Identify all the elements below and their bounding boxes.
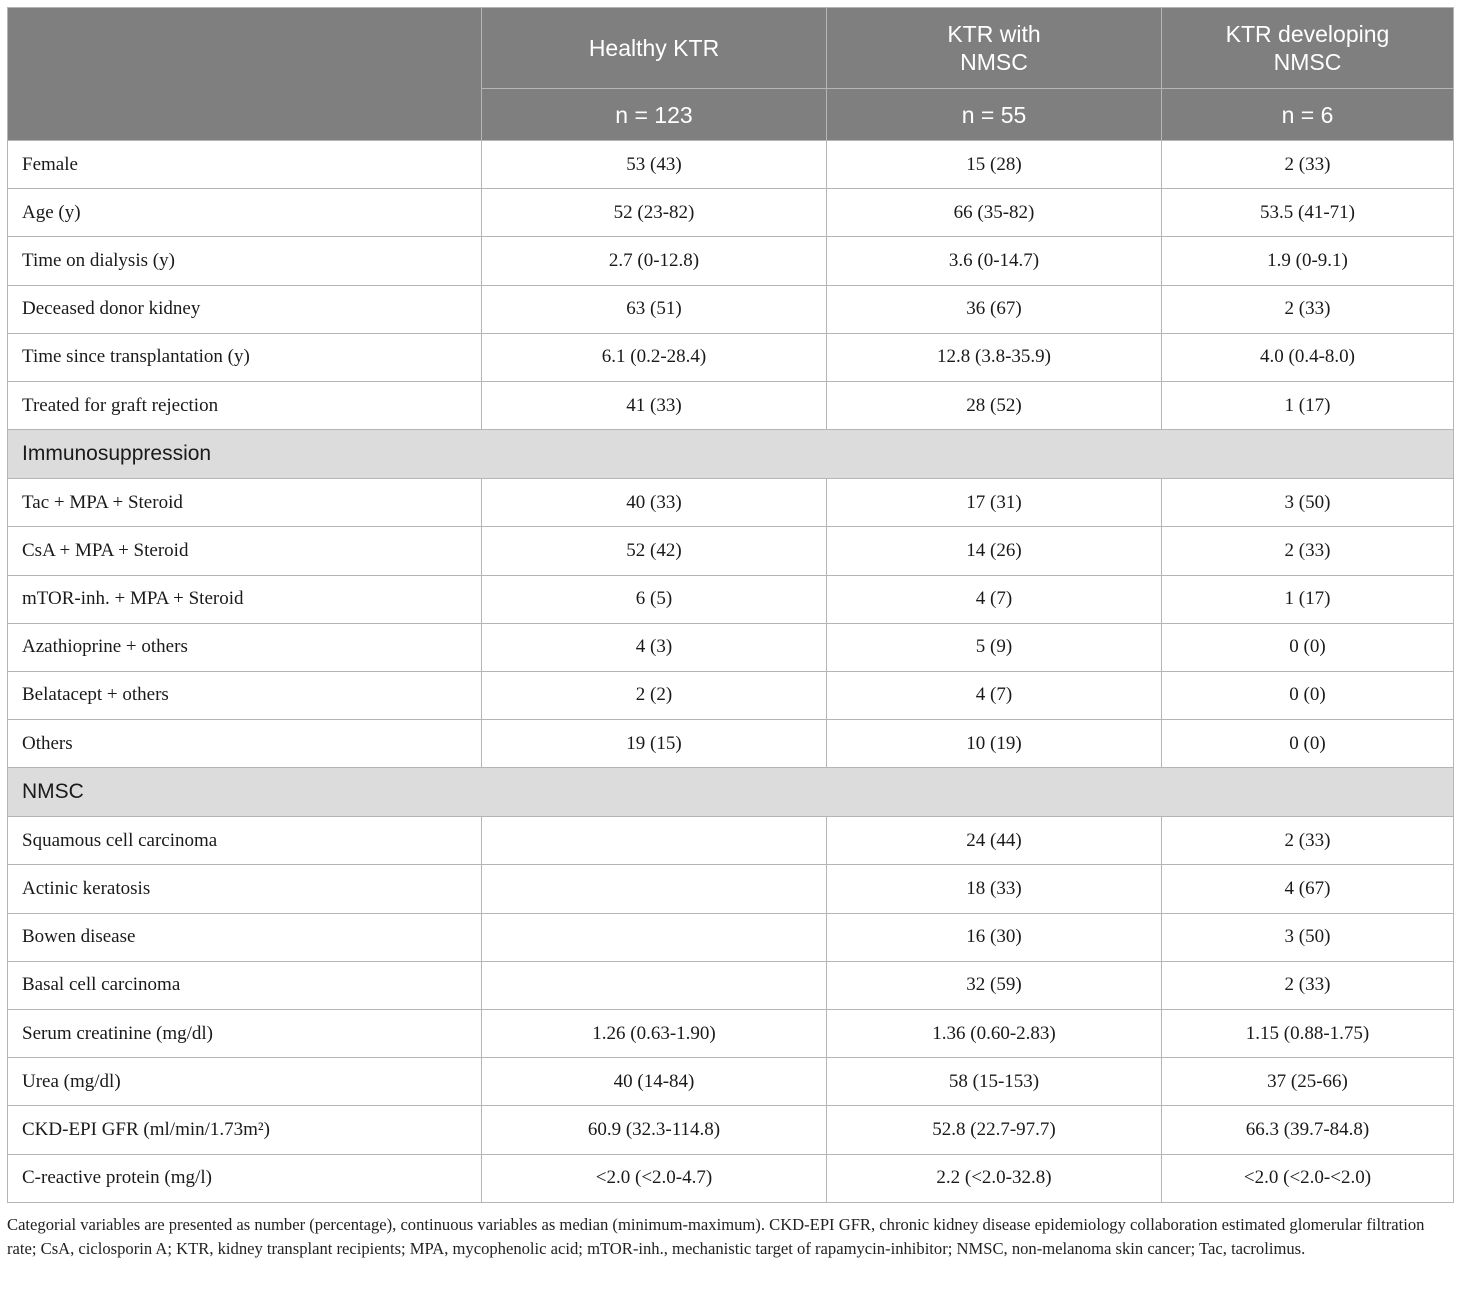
row-label: Female	[8, 141, 482, 189]
row-label: Serum creatinine (mg/dl)	[8, 1010, 482, 1058]
table-cell: 32 (59)	[827, 961, 1162, 1009]
table-row	[8, 575, 1454, 623]
table-row	[8, 817, 1454, 865]
table-cell: 60.9 (32.3-114.8)	[482, 1106, 827, 1154]
table-cell: 14 (26)	[827, 527, 1162, 575]
table-cell: 2 (33)	[1162, 817, 1454, 865]
table-cell: 52 (23-82)	[482, 189, 827, 237]
section-label: NMSC	[8, 768, 1454, 817]
table-cell: 10 (19)	[827, 720, 1162, 768]
table-body	[8, 141, 1454, 1203]
table-cell	[482, 961, 827, 1009]
row-label: Tac + MPA + Steroid	[8, 479, 482, 527]
table-cell: 3 (50)	[1162, 913, 1454, 961]
row-label: Time since transplantation (y)	[8, 333, 482, 381]
table-cell: 58 (15-153)	[827, 1058, 1162, 1106]
row-label: Basal cell carcinoma	[8, 961, 482, 1009]
row-label: Squamous cell carcinoma	[8, 817, 482, 865]
table-cell: 2 (2)	[482, 671, 827, 719]
count-ktr-developing-nmsc: n = 6	[1162, 89, 1454, 141]
table-row	[8, 1058, 1454, 1106]
section-row	[8, 768, 1454, 817]
table-cell: 52.8 (22.7-97.7)	[827, 1106, 1162, 1154]
table-cell	[482, 817, 827, 865]
table-cell: 5 (9)	[827, 623, 1162, 671]
row-label: Others	[8, 720, 482, 768]
table-cell: 41 (33)	[482, 381, 827, 429]
table-cell: 2 (33)	[1162, 961, 1454, 1009]
table-cell: 2.2 (<2.0-32.8)	[827, 1154, 1162, 1202]
table-footnote: Categorial variables are presented as number (percentage), continuous variables as median (minimum-maximum). CKD-EPI GFR, chronic kidney disease epidemiology collaboration estimated glomerular filtration rate; CsA, ciclosporin A; KTR, kidney transplant recipients; MPA, mycophenolic acid; mTOR-inh., mechanistic target of rapamycin-inhibitor; NMSC, non-melanoma skin cancer; Tac, tacrolimus.	[7, 1215, 1425, 1258]
table-row	[8, 623, 1454, 671]
table-row	[8, 961, 1454, 1009]
table-row	[8, 1010, 1454, 1058]
table-cell: 6.1 (0.2-28.4)	[482, 333, 827, 381]
header-ktr-developing-nmsc: KTR developing NMSC	[1162, 8, 1454, 89]
table-cell: 15 (28)	[827, 141, 1162, 189]
table-header	[8, 8, 1454, 141]
row-label: Treated for graft rejection	[8, 381, 482, 429]
table-row	[8, 189, 1454, 237]
row-label: Belatacept + others	[8, 671, 482, 719]
row-label: CKD-EPI GFR (ml/min/1.73m²)	[8, 1106, 482, 1154]
table-row	[8, 237, 1454, 285]
row-label: C-reactive protein (mg/l)	[8, 1154, 482, 1202]
table-row	[8, 1154, 1454, 1202]
table-cell: 53 (43)	[482, 141, 827, 189]
table-cell: 4 (67)	[1162, 865, 1454, 913]
table-cell: 17 (31)	[827, 479, 1162, 527]
table-cell: 2 (33)	[1162, 285, 1454, 333]
table-cell: 1.9 (0-9.1)	[1162, 237, 1454, 285]
table-cell: 0 (0)	[1162, 623, 1454, 671]
table-cell: 66.3 (39.7-84.8)	[1162, 1106, 1454, 1154]
table-row	[8, 1106, 1454, 1154]
table-cell	[482, 913, 827, 961]
table-cell: 40 (33)	[482, 479, 827, 527]
row-label: Bowen disease	[8, 913, 482, 961]
table-row	[8, 720, 1454, 768]
table-cell: 4 (7)	[827, 671, 1162, 719]
table-row	[8, 285, 1454, 333]
header-ktr-with-nmsc: KTR with NMSC	[827, 8, 1162, 89]
section-row	[8, 430, 1454, 479]
table-cell: 66 (35-82)	[827, 189, 1162, 237]
table-cell: 37 (25-66)	[1162, 1058, 1454, 1106]
table-cell: 3 (50)	[1162, 479, 1454, 527]
table-cell: 1.26 (0.63-1.90)	[482, 1010, 827, 1058]
row-label: Age (y)	[8, 189, 482, 237]
table-cell: 6 (5)	[482, 575, 827, 623]
table-row	[8, 479, 1454, 527]
table-row	[8, 527, 1454, 575]
table-cell: 2 (33)	[1162, 141, 1454, 189]
table-cell: 19 (15)	[482, 720, 827, 768]
characteristics-table	[7, 7, 1454, 1203]
table-cell: 4 (3)	[482, 623, 827, 671]
table-cell: 3.6 (0-14.7)	[827, 237, 1162, 285]
table-row	[8, 141, 1454, 189]
table-cell: 36 (67)	[827, 285, 1162, 333]
table-cell: 16 (30)	[827, 913, 1162, 961]
table-cell: 1 (17)	[1162, 381, 1454, 429]
table-cell: 1 (17)	[1162, 575, 1454, 623]
table-cell: 0 (0)	[1162, 720, 1454, 768]
table-cell: 53.5 (41-71)	[1162, 189, 1454, 237]
count-healthy-ktr: n = 123	[482, 89, 827, 141]
row-label: Actinic keratosis	[8, 865, 482, 913]
table-cell: 2.7 (0-12.8)	[482, 237, 827, 285]
table-cell: <2.0 (<2.0-4.7)	[482, 1154, 827, 1202]
row-label: mTOR-inh. + MPA + Steroid	[8, 575, 482, 623]
table-cell: 12.8 (3.8-35.9)	[827, 333, 1162, 381]
table-cell: 24 (44)	[827, 817, 1162, 865]
table-cell: 0 (0)	[1162, 671, 1454, 719]
row-label: Deceased donor kidney	[8, 285, 482, 333]
table-cell: 18 (33)	[827, 865, 1162, 913]
table-row	[8, 913, 1454, 961]
table-cell: 52 (42)	[482, 527, 827, 575]
row-label: Time on dialysis (y)	[8, 237, 482, 285]
count-ktr-with-nmsc: n = 55	[827, 89, 1162, 141]
table-cell: 1.36 (0.60-2.83)	[827, 1010, 1162, 1058]
table-row	[8, 865, 1454, 913]
row-label: Urea (mg/dl)	[8, 1058, 482, 1106]
table-cell: 63 (51)	[482, 285, 827, 333]
table-cell: 28 (52)	[827, 381, 1162, 429]
row-label: CsA + MPA + Steroid	[8, 527, 482, 575]
section-label: Immunosuppression	[8, 430, 1454, 479]
table-cell	[482, 865, 827, 913]
table-row	[8, 333, 1454, 381]
table-row	[8, 671, 1454, 719]
header-row-groups	[8, 8, 1454, 89]
table-cell: 4.0 (0.4-8.0)	[1162, 333, 1454, 381]
header-healthy-ktr: Healthy KTR	[482, 8, 827, 89]
table-cell: 4 (7)	[827, 575, 1162, 623]
table-cell: 2 (33)	[1162, 527, 1454, 575]
table-row	[8, 381, 1454, 429]
table-cell: <2.0 (<2.0-<2.0)	[1162, 1154, 1454, 1202]
row-label: Azathioprine + others	[8, 623, 482, 671]
header-empty-cell	[8, 8, 482, 141]
table-cell: 1.15 (0.88-1.75)	[1162, 1010, 1454, 1058]
table-cell: 40 (14-84)	[482, 1058, 827, 1106]
